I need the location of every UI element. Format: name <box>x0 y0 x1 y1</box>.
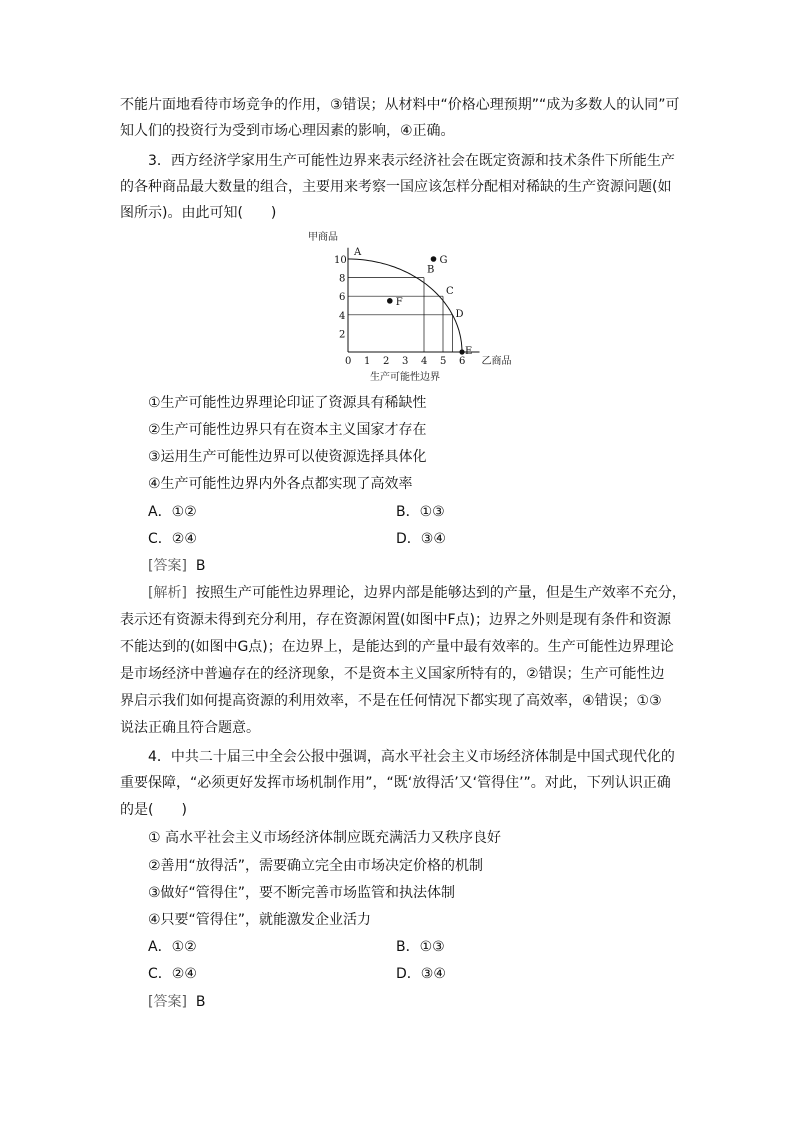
q4-stem-3: 的是( ) <box>120 802 187 818</box>
q3-stem-1: 3．西方经济学家用生产可能性边界来表示经济社会在既定资源和技术条件下所能生产 <box>148 153 675 169</box>
intro-line-1: 不能片面地看待市场竞争的作用，③错误；从材料中“价格心理预期”“成为多数人的认同”可 <box>120 97 680 113</box>
chart-title: 生产可能性边界 <box>370 372 440 383</box>
y-tick-10: 10 <box>334 255 347 266</box>
q4-option-b: B．①③ <box>396 939 445 955</box>
point-label-B: B <box>427 264 435 276</box>
point-label-F: F <box>395 296 403 308</box>
y-tick-8: 8 <box>339 273 346 285</box>
q3-item-3: ③运用生产可能性边界可以使资源选择具体化 <box>148 449 427 465</box>
q3-analysis-6: 说法正确且符合题意。 <box>120 720 260 736</box>
q3-item-1: ①生产可能性边界理论印证了资源具有稀缺性 <box>148 395 427 411</box>
y-tick-4: 4 <box>339 310 346 322</box>
q3-option-d: D．③④ <box>396 531 446 547</box>
q3-stem-3: 图所示)。由此可知( ) <box>120 205 277 221</box>
q3-option-b: B．①③ <box>396 504 445 520</box>
x-tick-2: 2 <box>383 356 390 367</box>
point-dot-E <box>459 349 464 354</box>
q4-stem-2: 重要保障，“必须更好发挥市场机制作用”，“既‘放得活’又‘管得住’”。对此，下列认识正确 <box>120 775 671 791</box>
q3-analysis-3: 不能达到的(如图中G点)；在边界上，是能达到的产量中最有效率的。生产可能性边界理论 <box>120 639 674 655</box>
point-label-E: E <box>465 346 473 357</box>
x-tick-1: 1 <box>364 356 371 367</box>
x-tick-3: 3 <box>402 356 409 367</box>
x-tick-6: 6 <box>459 356 466 367</box>
q3-analysis-2: 表示还有资源未得到充分利用，存在资源闲置(如图中F点)；边界之外则是现有条件和资源 <box>120 612 671 628</box>
q4-item-2: ②善用“放得活”，需要确立完全由市场决定价格的机制 <box>148 858 484 874</box>
q3-option-c: C．②④ <box>148 531 197 547</box>
q4-option-d: D．③④ <box>396 966 446 982</box>
x-axis-label: 乙商品 <box>481 356 512 367</box>
q3-stem-2: 的各种商品最大数量的组合，主要用来考察一国应该怎样分配相对稀缺的生产资源问题(如 <box>120 179 672 195</box>
y-axis-label: 甲商品 <box>308 232 338 243</box>
x-tick-4: 4 <box>421 356 428 367</box>
q4-item-3: ③做好“管得住”，要不断完善市场监管和执法体制 <box>148 885 456 901</box>
intro-line-2: 知人们的投资行为受到市场心理因素的影响，④正确。 <box>120 123 455 139</box>
point-label-C: C <box>446 286 454 298</box>
answer-tag: [答案] <box>148 558 187 574</box>
point-label-D: D <box>455 308 464 320</box>
q4-option-c: C．②④ <box>148 966 197 982</box>
q4-option-a: A．①② <box>148 939 197 955</box>
q4-answer <box>148 992 205 1012</box>
q4-item-1: ① 高水平社会主义市场经济体制应既充满活力又秩序良好 <box>148 830 501 846</box>
analysis-tag: [解析] <box>148 585 187 601</box>
q4-item-4: ④只要“管得住”，就能激发企业活力 <box>148 912 372 928</box>
ppf-curve <box>348 259 462 352</box>
q3-analysis-5: 界启示我们如何提高资源的利用效率，不是在任何情况下都实现了高效率，④错误；①③ <box>120 693 662 709</box>
y-tick-2: 2 <box>339 329 346 341</box>
x-tick-5: 5 <box>440 356 447 367</box>
q3-analysis-4: 是市场经济中普遍存在的经济现象，不是资本主义国家所特有的，②错误；生产可能性边 <box>120 666 665 682</box>
point-dot-G <box>431 256 437 262</box>
y-tick-6: 6 <box>339 292 346 304</box>
analysis-text: 按照生产可能性边界理论，边界内部是能够达到的产量，但是生产效率不充分， <box>195 585 686 601</box>
q3-analysis-1 <box>148 583 686 603</box>
q3-option-a: A．①② <box>148 504 197 520</box>
answer-value: B <box>195 994 206 1010</box>
q3-item-4: ④生产可能性边界内外各点都实现了高效率 <box>148 476 413 492</box>
q4-stem-1: 4．中共二十届三中全会公报中强调，高水平社会主义市场经济体制是中国式现代化的 <box>148 749 675 765</box>
x-tick-0: 0 <box>345 356 352 367</box>
answer-value: B <box>195 558 206 574</box>
answer-tag: [答案] <box>148 994 187 1010</box>
point-label-A: A <box>354 247 362 258</box>
q3-item-2: ②生产可能性边界只有在资本主义国家才存在 <box>148 422 427 438</box>
ppf-chart <box>300 226 520 386</box>
q3-answer <box>148 556 205 576</box>
point-dot-F <box>387 298 393 304</box>
point-label-G: G <box>439 255 448 266</box>
